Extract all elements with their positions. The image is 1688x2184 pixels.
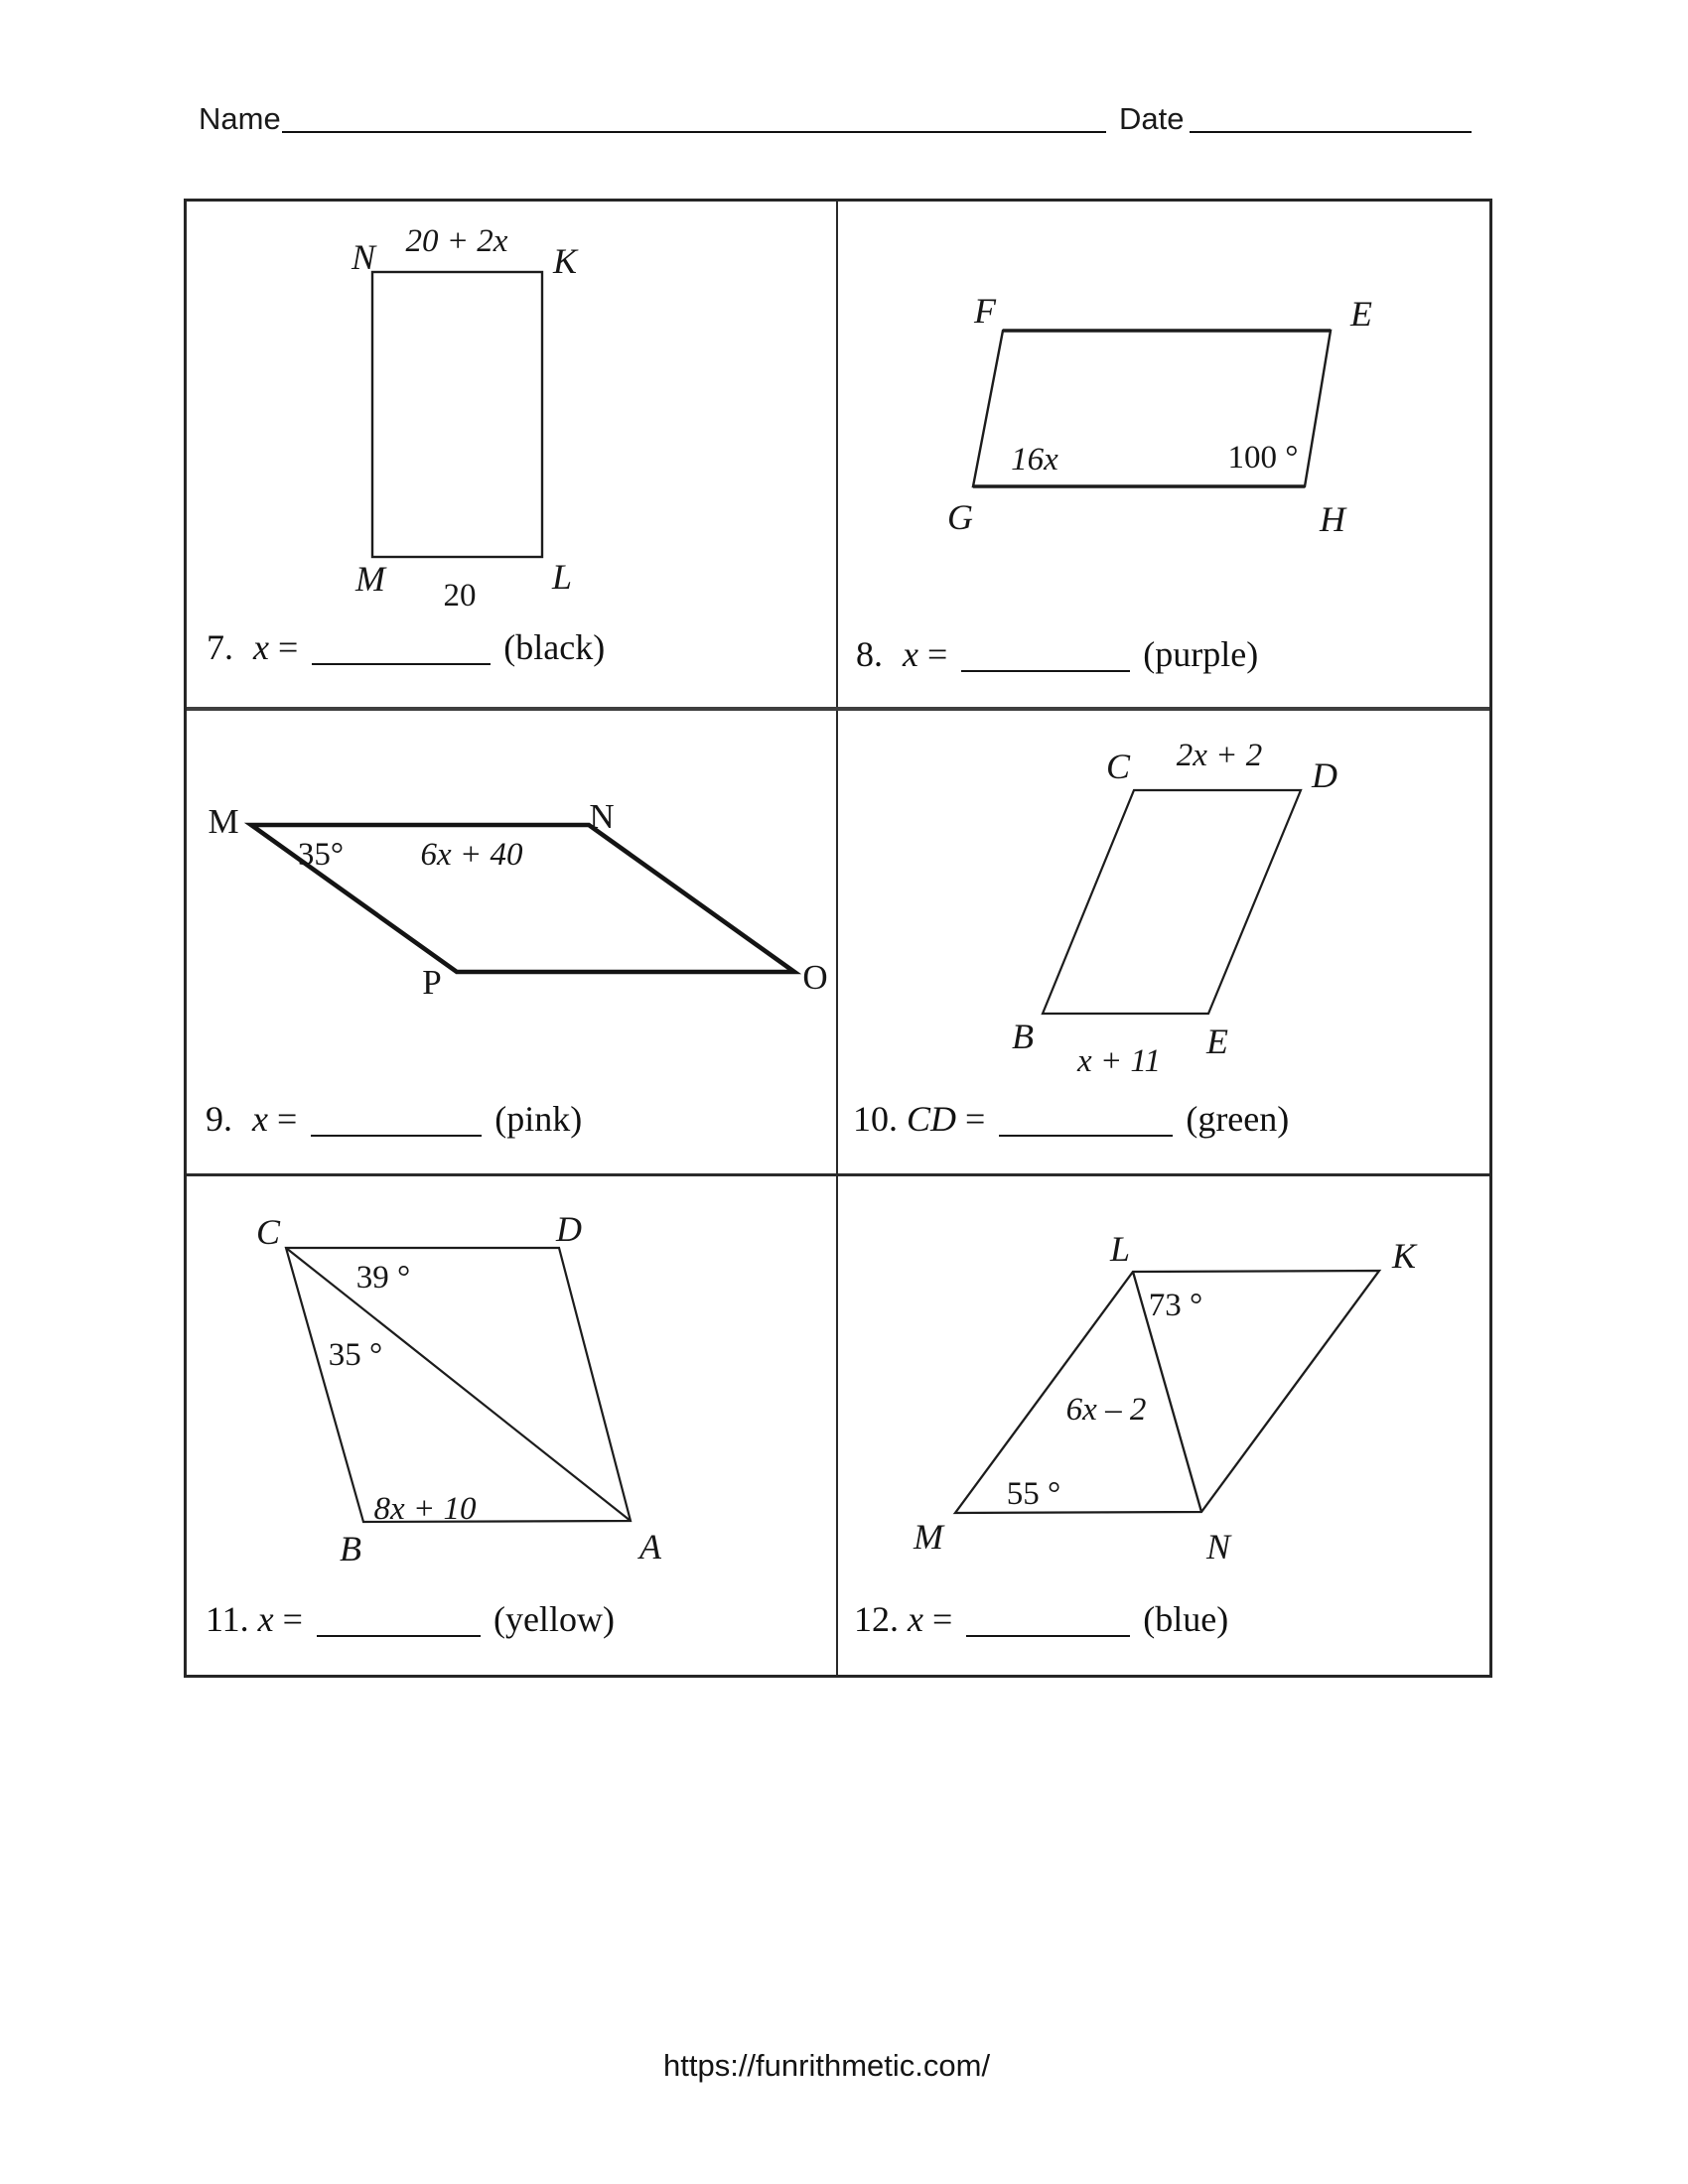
answer-variable: CD [907,1099,957,1139]
rectangle-NKLM-shape [372,272,542,557]
angle-value-55: 55 ° [1006,1476,1061,1512]
angle-value-35: 35 ° [328,1337,383,1373]
angle-value-35: 35° [297,837,345,873]
equals-sign: = [926,634,948,674]
answer-blank [317,1605,481,1637]
equals-sign: = [965,1099,986,1139]
problem-7-cell [187,202,836,707]
vertex-label-M: M [355,559,385,599]
vertex-label-F: F [974,291,996,331]
angle-expression-8x10: 8x + 10 [373,1491,477,1527]
problem-number: 12. [854,1599,899,1639]
problem-10-cell [838,711,1489,1173]
problem-number: 7. [207,627,233,667]
problem-10-answer-line [853,1098,1289,1140]
vertex-label-B: B [1012,1017,1034,1056]
name-label: Name [199,101,281,136]
answer-blank [312,633,491,665]
angle-expression-6x40: 6x + 40 [420,837,523,873]
diagonal-CA [286,1248,631,1521]
color-word: (green) [1186,1099,1290,1139]
answer-blank [966,1605,1130,1637]
vertex-label-K: K [1391,1236,1417,1276]
vertex-label-O: O [802,958,828,997]
color-word: (black) [503,627,606,667]
problem-8-answer-line [856,633,1258,675]
vertex-label-E: E [1206,1022,1228,1061]
angle-value-100: 100 ° [1227,440,1299,476]
answer-blank [999,1105,1173,1137]
answer-blank [311,1105,482,1137]
vertex-label-N: N [1205,1527,1231,1567]
vertex-label-B: B [340,1529,361,1569]
problem-11-cell [187,1176,836,1675]
vertex-label-P: P [422,963,442,1002]
problem-number: 10. [853,1099,898,1139]
angle-expression-16x: 16x [1011,442,1058,478]
problem-number: 8. [856,634,883,674]
vertex-label-L: L [551,557,573,597]
problem-8-figure [838,202,1489,707]
vertex-label-A: A [639,1527,661,1567]
vertex-label-H: H [1320,499,1345,539]
vertex-label-D: D [1312,755,1337,795]
name-blank-line [282,131,1106,133]
color-word: (yellow) [492,1599,615,1639]
bottom-side-length: 20 [443,578,477,614]
bottom-side-expression: x + 11 [1077,1043,1161,1079]
vertex-label-C: C [255,1212,281,1252]
problem-9-cell [187,711,836,1173]
equals-sign: = [277,627,299,667]
color-word: (purple) [1143,634,1259,674]
angle-value-39: 39 ° [355,1260,411,1296]
equals-sign: = [282,1599,303,1639]
answer-blank [961,640,1130,672]
problem-12-answer-line [854,1598,1228,1640]
date-blank-line [1190,131,1472,133]
answer-variable: x [257,1599,274,1639]
problem-7-answer-line [207,626,605,668]
top-side-expression: 20 + 2x [405,223,508,259]
parallelogram-CDEB-shape [1043,790,1301,1014]
answer-variable: x [253,627,269,667]
problem-12-cell [838,1176,1489,1675]
answer-variable: x [903,634,918,674]
problem-8-cell [838,202,1489,707]
equals-sign: = [276,1099,298,1139]
vertex-label-K: K [552,241,578,281]
footer-url: https://funrithmetic.com/ [663,2048,991,2083]
equals-sign: = [931,1599,953,1639]
answer-variable: x [908,1599,923,1639]
vertex-label-C: C [1105,747,1131,786]
angle-value-73: 73 ° [1148,1288,1203,1323]
vertex-label-N: N [351,237,376,277]
vertex-label-M: M [208,802,239,841]
vertex-label-E: E [1350,294,1372,334]
problem-11-answer-line [206,1598,615,1640]
top-side-expression: 2x + 2 [1176,738,1263,773]
vertex-label-D: D [556,1209,582,1249]
vertex-label-G: G [947,497,973,537]
answer-variable: x [252,1099,268,1139]
angle-expression-6x2: 6x – 2 [1065,1392,1147,1428]
vertex-label-N: N [589,797,615,836]
date-label: Date [1119,101,1185,136]
vertex-label-M: M [914,1517,943,1557]
problem-9-answer-line [206,1098,582,1140]
color-word: (pink) [494,1099,583,1139]
vertex-label-L: L [1109,1229,1131,1269]
color-word: (blue) [1143,1599,1229,1639]
problems-grid [184,199,1492,1678]
problem-number: 9. [206,1099,232,1139]
problem-number: 11. [206,1599,249,1639]
